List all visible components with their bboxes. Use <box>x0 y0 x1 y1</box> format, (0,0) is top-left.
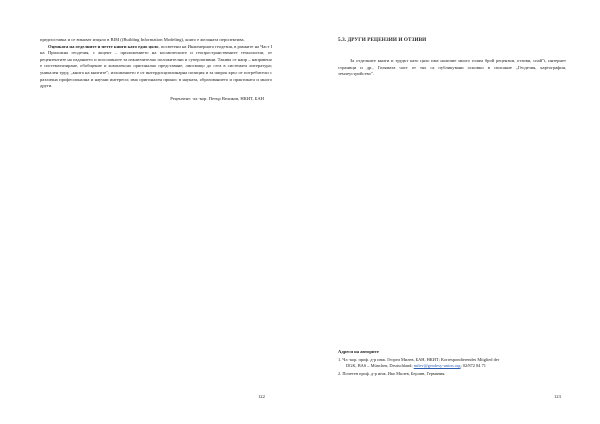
paragraph-evaluation <box>40 44 272 90</box>
left-page-body <box>40 37 272 102</box>
author1-email-link[interactable]: milev@geodesy-union.org <box>413 363 461 369</box>
evaluation-text: , посветени на Инженерната геодезия, в рамките на Част I на Приложна геодезия, с акцент – приложението на космическите и геопространствените технологии, от рецензентите на изданието и поголовноте за изключително положителни и суперлативни. Такива се наир – направено е систематизиране, обобщение и комплексно оригинално представяне, липсващо до сега в системата литература; уникален труд; „книга на книгите"; изложението е от интердисциплинарна позиция и за широк кръг от потребители с различна професионална и научни интереси; има оригинален принос в науката, образованието и практиката и много други. <box>40 43 272 89</box>
authors-title: Адреси на авторите <box>338 349 379 354</box>
section-intro <box>338 58 566 78</box>
section-heading: 5.3. ДРУГИ РЕЦЕНЗИИ И ОТЗИВИ <box>338 37 427 43</box>
intro-paragraph: За отделните книги и трудът като цяло има наличие много голям брой рецензии, отзиви, спай"і, интернет страници и др., Голямата част от тях са публикувани основно в списание „Геодезия, картография, землеустройство". <box>338 58 566 77</box>
author-entry-2: 2. Почетен проф. д-р инж. Ико Милев, Берлин, Германия. <box>338 370 446 376</box>
page-number-left: 122 <box>258 394 265 399</box>
author1-line1: 1. Чл.-кор. проф. д-р инж. Георги Милев, БАН, НКИТ; Korrespondierendes Mitglied der <box>338 357 500 362</box>
page-number-right: 123 <box>554 394 561 399</box>
right-page <box>300 0 600 424</box>
author-entry-1 <box>338 357 566 370</box>
reviewer-signature: Рецензент: чл.-кор. Петър Великов, НКИТ, БАН <box>170 95 264 101</box>
paragraph-intro: предпоставка и се вчъкват изцяло в BIM ((Building Information Modeling), която е желаната перспектива. <box>40 37 245 42</box>
author1-line2 <box>338 363 566 369</box>
author1-phone: ; 02/872 84 71 <box>460 363 486 369</box>
evaluation-bold-lead: Оценката на отделните и петте книги като едно цяло <box>48 43 159 49</box>
authors-list <box>338 357 566 378</box>
author1-affiliation: DGK, BAS – München, Deutschland; <box>346 363 413 369</box>
